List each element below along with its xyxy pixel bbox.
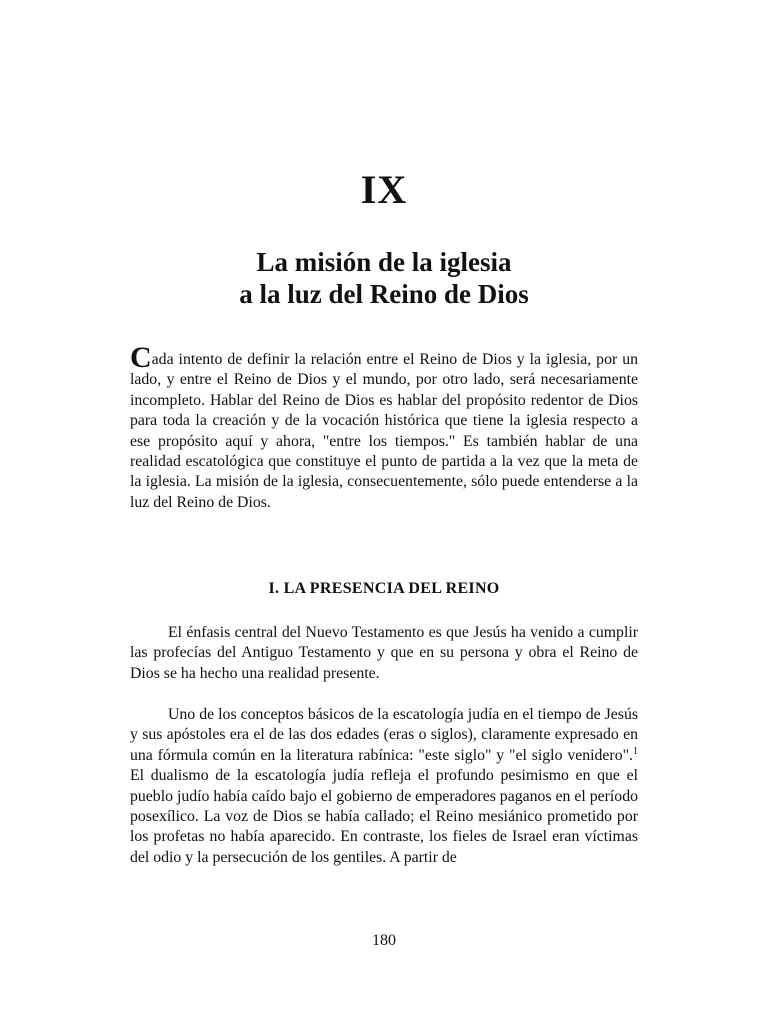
intro-paragraph: [130, 341, 638, 513]
section-heading: I. LA PRESENCIA DEL REINO: [268, 580, 500, 597]
paragraph-2-text-start: Uno de los conceptos básicos de la escatología judía en el tiempo de Jesús y sus apóstoles era el de las dos edades (eras o siglos), claramente expresado en una fórmula común en la literatura rabínica: "este siglo" y "el siglo venidero".: [130, 706, 638, 764]
footnote-marker: 1: [633, 745, 638, 757]
chapter-title-line-1: La misión de la iglesia: [256, 247, 512, 277]
chapter-number: IX: [360, 167, 408, 212]
drop-cap: C: [130, 341, 152, 374]
chapter-title: [0, 246, 768, 310]
intro-text: ada intento de definir la relación entre el Reino de Dios y la iglesia, por un lado, y entre el Reino de Dios y el mundo, por otro lado, será necesariamente incompleto. Hablar del Reino de Dios es hablar del propósito redentor de Dios para toda la creación y de la vocación histórica que tiene la iglesia respecto a ese propósito aquí y ahora, "entre los tiempos." Es también hablar de una realidad escatológica que constituye el punto de partida a la vez que la meta de la iglesia. La misión de la iglesia, consecuentemente, sólo puede entenderse a la luz del Reino de Dios.: [130, 351, 638, 511]
body-paragraph-2: [130, 705, 638, 868]
page-number: 180: [372, 932, 396, 949]
body-paragraph-1: El énfasis central del Nuevo Testamento es que Jesús ha venido a cumplir las profecías del Antiguo Testamento y que en su persona y obra el Reino de Dios se ha hecho una realidad presente.: [130, 624, 638, 682]
paragraph-2-text-end: El dualismo de la escatología judía refleja el profundo pesimismo en que el pueblo judío había caído bajo el gobierno de emperadores paganos en el período posexílico. La voz de Dios se había callado; el Reino mesiánico prometido por los profetas no había aparecido. En contraste, los fieles de Israel eran víctimas del odio y la persecución de los gentiles. A partir de: [130, 767, 638, 866]
chapter-title-line-2: a la luz del Reino de Dios: [239, 279, 529, 309]
